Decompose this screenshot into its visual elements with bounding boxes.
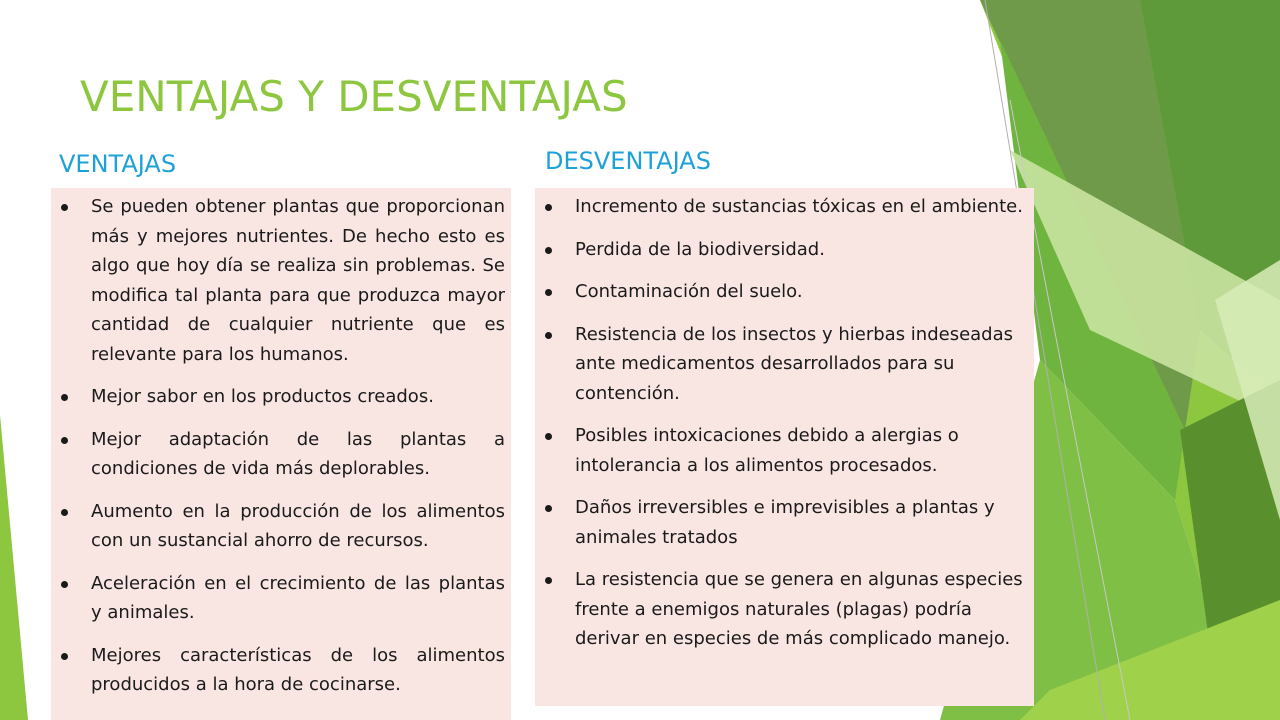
list-item — [57, 382, 505, 412]
list-item-text: Aceleración en el crecimiento de las plantas y animales. — [91, 572, 505, 623]
bullet-icon — [545, 332, 552, 339]
bullet-icon — [61, 581, 68, 588]
bullet-icon — [545, 577, 552, 584]
bullet-icon — [61, 653, 68, 660]
list-item-text: Perdida de la biodiversidad. — [575, 238, 825, 260]
list-item — [541, 421, 1028, 480]
list-item — [541, 192, 1028, 222]
list-item — [57, 425, 505, 484]
list-item — [541, 493, 1028, 552]
list-item-text: Se pueden obtener plantas que proporcionan más y mejores nutrientes. De hecho esto es algo que hoy día se realiza sin problemas. Se modifica tal planta para que produzca mayor cantidad de cualquier nutriente que es relevante para los humanos. — [91, 196, 505, 365]
list-item — [57, 192, 505, 369]
list-item — [541, 235, 1028, 265]
bullet-icon — [545, 433, 552, 440]
list-item-text: Mejores características de los alimentos producidos a la hora de cocinarse. — [91, 644, 505, 695]
bullet-icon — [545, 204, 552, 211]
list-item — [541, 565, 1028, 654]
bullet-icon — [61, 204, 68, 211]
ventajas-list — [57, 192, 505, 700]
bullet-icon — [545, 247, 552, 254]
list-item-text: Aumento en la producción de los alimentos con un sustancial ahorro de recursos. — [91, 500, 505, 551]
list-item-text: Resistencia de los insectos y hierbas indeseadas ante medicamentos desarrollados para su contención. — [575, 323, 1014, 404]
bullet-icon — [61, 437, 68, 444]
bullet-icon — [545, 289, 552, 296]
bullet-icon — [61, 394, 68, 401]
ventajas-heading: VENTAJAS — [59, 150, 177, 178]
desventajas-list — [541, 192, 1028, 654]
list-item — [57, 569, 505, 628]
list-item — [541, 320, 1028, 409]
list-item-text: Incremento de sustancias tóxicas en el ambiente. — [575, 196, 1023, 217]
slide-title: VENTAJAS Y DESVENTAJAS — [80, 72, 628, 121]
bullet-icon — [545, 505, 552, 512]
desventajas-heading: DESVENTAJAS — [545, 147, 711, 175]
list-item-text: Mejor sabor en los productos creados. — [91, 386, 434, 407]
list-item-text: Mejor adaptación de las plantas a condiciones de vida más deplorables. — [91, 428, 505, 479]
list-item-text: Contaminación del suelo. — [575, 281, 803, 302]
bullet-icon — [61, 509, 68, 516]
list-item-text: Daños irreversibles e imprevisibles a plantas y animales tratados — [575, 497, 995, 548]
deco-shape — [0, 415, 28, 720]
list-item — [57, 641, 505, 700]
desventajas-box — [535, 188, 1034, 706]
list-item — [57, 497, 505, 556]
list-item — [541, 277, 1028, 307]
list-item-text: Posibles intoxicaciones debido a alergias o intolerancia a los alimentos procesados. — [575, 425, 959, 476]
ventajas-box — [51, 188, 511, 720]
list-item-text: La resistencia que se genera en algunas especies frente a enemigos naturales (plagas) podría derivar en especies de más complicado manejo. — [575, 569, 1023, 649]
